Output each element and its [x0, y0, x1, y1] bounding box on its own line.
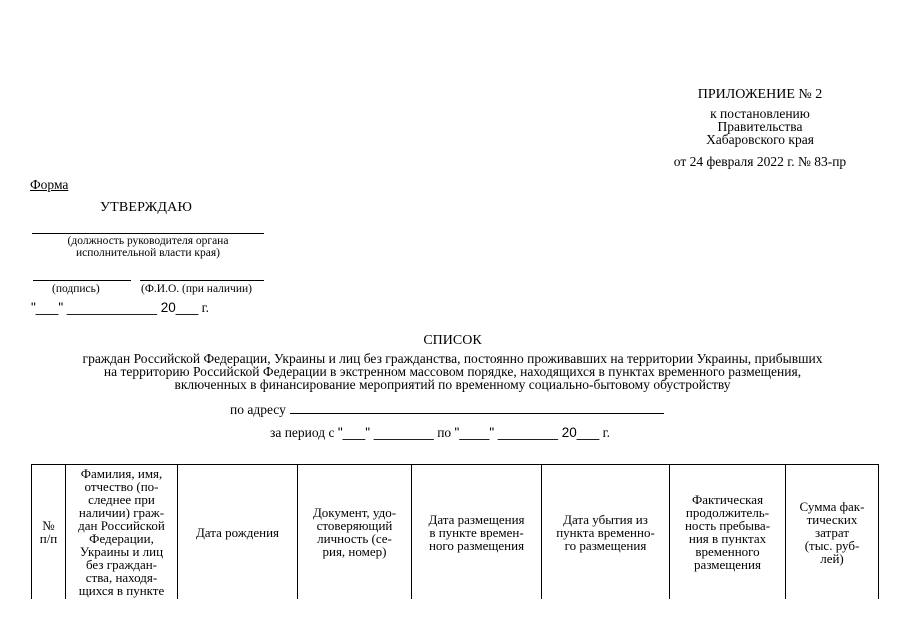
appendix-line-3: Хабаровского края	[706, 132, 814, 147]
address-line	[230, 402, 664, 418]
approval-date-suffix: г.	[198, 300, 210, 315]
period-line	[270, 425, 610, 441]
list-table	[31, 464, 879, 599]
appendix-date: от 24 февраля 2022 г. № 83-пр	[673, 154, 847, 169]
list-description-line-3: включенных в финансирование мероприятий по временному социально-бытовому обустройству	[174, 377, 731, 392]
header-cell-cost-text: Сумма фак- тических затрат (тыс. руб- лей)	[799, 498, 865, 566]
position-caption-line-2: исполнительной власти края)	[76, 247, 220, 259]
form-label: Форма	[30, 177, 69, 192]
position-line	[32, 233, 264, 234]
period-suffix: г.	[599, 425, 611, 440]
header-cell-birth-date	[178, 465, 298, 600]
header-cell-number-text: № п/п	[39, 518, 58, 546]
address-label: по адресу	[230, 402, 286, 417]
period-end-blank: "____" ________ 20___	[454, 425, 600, 440]
header-cell-document-text: Документ, удо- стоверяющий личность (се- рия, номер)	[312, 505, 397, 559]
address-blank	[290, 402, 664, 414]
list-title: СПИСОК	[423, 333, 482, 348]
header-cell-fio-text: Фамилия, имя, отчество (по- следнее при наличии) граж- дан Российской Федерации, Украины и лиц без граждан- ства, находя- щихся в пункте	[78, 466, 165, 598]
header-cell-cost	[786, 465, 879, 600]
table-header-row	[32, 465, 879, 600]
header-cell-fio	[66, 465, 178, 600]
list-description-line-2: на территорию Российской Федерации в экстренном массовом порядке, находящихся в пунктах временного размещения,	[103, 364, 802, 379]
period-start-blank: "___" ________	[337, 425, 434, 440]
appendix-line-1: к постановлению	[710, 106, 810, 121]
appendix-block	[620, 88, 900, 168]
list-description	[30, 352, 875, 391]
position-caption-line-1: (должность руководителя органа	[67, 235, 229, 247]
header-cell-placement-date	[412, 465, 542, 600]
fio-line	[140, 280, 264, 281]
header-cell-departure-date-text: Дата убытия из пункта временно- го размещения	[556, 511, 655, 553]
header-cell-duration-text: Фактическая продолжитель- ность пребыва- ния в пунктах временного размещения	[684, 492, 771, 572]
fio-caption: (Ф.И.О. (при наличии)	[141, 283, 252, 295]
header-cell-departure-date	[542, 465, 670, 600]
header-cell-duration	[670, 465, 786, 600]
period-prefix: за период с	[270, 425, 338, 440]
header-cell-document	[298, 465, 412, 600]
approval-date-blank: "___" ____________ 20___	[31, 300, 199, 315]
appendix-title: ПРИЛОЖЕНИЕ № 2	[697, 87, 823, 102]
signature-line	[33, 280, 131, 281]
header-cell-placement-date-text: Дата размещения в пункте времен- ного размещения	[428, 511, 525, 553]
list-description-line-1: граждан Российской Федерации, Украины и лиц без гражданства, постоянно проживавших на территории Украины, прибывших	[82, 351, 823, 366]
header-cell-birth-date-text: Дата рождения	[195, 524, 280, 540]
header-cell-number	[32, 465, 66, 600]
period-mid: по	[433, 425, 455, 440]
approval-date	[31, 300, 209, 316]
signature-caption: (подпись)	[52, 283, 100, 295]
appendix-line-2: Правительства	[717, 119, 803, 134]
approve-title: УТВЕРЖДАЮ	[100, 200, 193, 215]
position-caption	[32, 235, 264, 259]
